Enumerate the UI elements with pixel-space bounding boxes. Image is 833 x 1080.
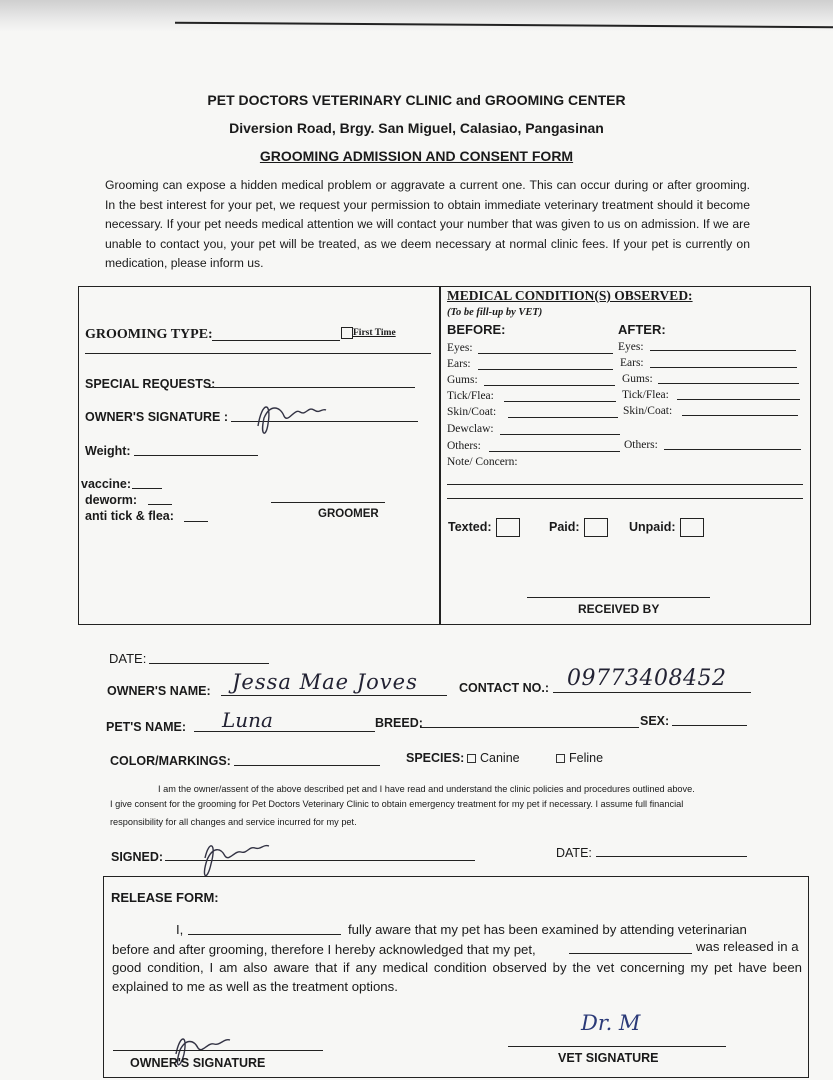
after-label: AFTER: bbox=[618, 322, 666, 337]
consent-line-2: I give consent for the grooming for Pet Doctors Veterinary Clinic to obtain emergency treatment for my pet if necessary. I assume full financial bbox=[110, 799, 684, 809]
anti-tick-line[interactable] bbox=[184, 521, 208, 522]
weight-line[interactable] bbox=[134, 455, 258, 456]
vet-signature-label: VET SIGNATURE bbox=[558, 1051, 659, 1065]
breed-line[interactable] bbox=[420, 727, 639, 728]
groomer-label: GROOMER bbox=[318, 508, 379, 520]
before-others-line[interactable] bbox=[489, 451, 620, 452]
clinic-address: Diversion Road, Brgy. San Miguel, Calasiao, Pangasinan bbox=[229, 120, 604, 136]
before-skin: Skin/Coat: bbox=[447, 406, 497, 418]
unpaid-label: Unpaid: bbox=[629, 519, 676, 534]
received-by-label: RECEIVED BY bbox=[578, 602, 660, 616]
groomer-line[interactable] bbox=[271, 502, 385, 503]
before-dewclaw: Dewclaw: bbox=[447, 423, 494, 435]
consent-date-label: DATE: bbox=[556, 846, 592, 860]
deworm-label: deworm: bbox=[85, 493, 138, 507]
after-others: Others: bbox=[624, 439, 658, 451]
canine-label: Canine bbox=[480, 751, 520, 765]
date-label: DATE: bbox=[109, 651, 147, 666]
first-time-label: First Time bbox=[353, 328, 396, 338]
canine-checkbox[interactable] bbox=[467, 754, 476, 763]
feline-label: Feline bbox=[569, 751, 604, 765]
before-ears: Ears: bbox=[447, 358, 471, 370]
before-eyes-line[interactable] bbox=[478, 353, 613, 354]
received-by-line[interactable] bbox=[527, 597, 710, 598]
release-p1: fully aware that my pet has been examined by attending veterinarian bbox=[348, 922, 747, 937]
release-p4: good condition, I am also aware that if any medical condition observed by the vet concerning my pet have been explained to me as well as the treatment options. bbox=[112, 960, 802, 994]
form-title: GROOMING ADMISSION AND CONSENT FORM bbox=[259, 148, 574, 164]
after-gums-line[interactable] bbox=[658, 383, 799, 384]
signed-label: SIGNED: bbox=[111, 850, 164, 864]
contact-line[interactable] bbox=[553, 692, 751, 693]
clinic-name: PET DOCTORS VETERINARY CLINIC and GROOMING CENTER bbox=[207, 92, 626, 108]
feline-checkbox[interactable] bbox=[556, 754, 565, 763]
release-owner-line[interactable] bbox=[113, 1050, 323, 1051]
after-skin-line[interactable] bbox=[682, 415, 798, 416]
before-ears-line[interactable] bbox=[478, 369, 613, 370]
contact-value: 09773408452 bbox=[567, 666, 727, 691]
note-line-1[interactable] bbox=[447, 484, 803, 485]
after-others-line[interactable] bbox=[664, 449, 801, 450]
release-name-line[interactable] bbox=[188, 934, 341, 935]
consent-line-1: I am the owner/assent of the above described pet and I have read and understand the clinic policies and procedures outlined above. bbox=[158, 784, 695, 794]
grooming-type-line[interactable] bbox=[212, 340, 340, 341]
note-concern: Note/ Concern: bbox=[447, 456, 518, 468]
before-others: Others: bbox=[447, 440, 481, 452]
after-ears-line[interactable] bbox=[650, 367, 797, 368]
owner-name-value: Jessa Mae Joves bbox=[232, 670, 418, 694]
vaccine-label: vaccine: bbox=[81, 477, 132, 491]
release-owner-label: OWNER'S SIGNATURE bbox=[130, 1056, 266, 1070]
vet-initials: Dr. M bbox=[581, 1011, 641, 1035]
release-title: RELEASE FORM: bbox=[111, 890, 219, 905]
owner-name-line[interactable] bbox=[221, 695, 447, 696]
canine-option[interactable] bbox=[467, 751, 520, 765]
texted-field bbox=[448, 518, 520, 537]
sex-label: SEX: bbox=[640, 714, 670, 728]
after-eyes-line[interactable] bbox=[650, 350, 796, 351]
first-time-checkbox[interactable] bbox=[341, 327, 353, 339]
note-line-2[interactable] bbox=[447, 498, 803, 499]
before-label: BEFORE: bbox=[447, 322, 506, 337]
owner-name-label: OWNER'S NAME: bbox=[107, 684, 211, 698]
paid-field bbox=[549, 518, 608, 537]
weight-label: Weight: bbox=[85, 444, 131, 458]
color-line[interactable] bbox=[234, 765, 380, 766]
before-tick-line[interactable] bbox=[504, 401, 616, 402]
color-label: COLOR/MARKINGS: bbox=[110, 754, 231, 768]
paid-label: Paid: bbox=[549, 519, 580, 534]
special-requests-line[interactable] bbox=[206, 387, 415, 388]
before-gums: Gums: bbox=[447, 374, 478, 386]
grooming-type-label: GROOMING TYPE: bbox=[85, 327, 213, 342]
unpaid-field bbox=[629, 518, 704, 537]
release-i: I, bbox=[176, 922, 184, 937]
pet-name-value: Luna bbox=[222, 708, 273, 732]
after-eyes: Eyes: bbox=[618, 341, 644, 353]
after-skin: Skin/Coat: bbox=[623, 405, 673, 417]
vaccine-line[interactable] bbox=[132, 488, 162, 489]
after-tick-line[interactable] bbox=[677, 399, 800, 400]
before-skin-line[interactable] bbox=[508, 417, 618, 418]
breed-label: BREED: bbox=[375, 716, 423, 730]
before-tick: Tick/Flea: bbox=[447, 390, 494, 402]
date-line[interactable] bbox=[149, 663, 269, 664]
consent-date-line[interactable] bbox=[596, 856, 747, 857]
before-gums-line[interactable] bbox=[484, 385, 615, 386]
after-tick: Tick/Flea: bbox=[622, 389, 669, 401]
anti-tick-label: anti tick & flea: bbox=[85, 509, 174, 523]
medical-subtitle: (To be fill-up by VET) bbox=[447, 307, 543, 318]
medical-title: MEDICAL CONDITION(S) OBSERVED: bbox=[447, 288, 693, 303]
owner-signature-scribble bbox=[250, 396, 330, 444]
intro-paragraph: Grooming can expose a hidden medical problem or aggravate a current one. This can occur during or after grooming. In the best interest for your pet, we request your permission to obtain immediate veterinary treatment should it become necessary. If your pet needs medical attention we will contact your number that was given to us on admission. If we are unable to contact you, your pet will be treated, as we deem necessary at normal clinic fees. If your pet is currently on medication, please inform us. bbox=[105, 178, 750, 271]
feline-option[interactable] bbox=[556, 751, 603, 765]
species-label: SPECIES: bbox=[406, 751, 465, 765]
after-gums: Gums: bbox=[622, 373, 653, 385]
contact-label: CONTACT NO.: bbox=[459, 681, 550, 695]
unpaid-checkbox[interactable] bbox=[680, 518, 704, 537]
before-dewclaw-line[interactable] bbox=[500, 434, 620, 435]
paid-checkbox[interactable] bbox=[584, 518, 608, 537]
deworm-line[interactable] bbox=[148, 504, 172, 505]
texted-label: Texted: bbox=[448, 519, 492, 534]
special-requests-label: SPECIAL REQUESTS: bbox=[85, 377, 216, 391]
consent-line-3: responsibility for all changes and service incurred for my pet. bbox=[110, 817, 357, 827]
release-pet-line[interactable] bbox=[569, 953, 692, 954]
owner-signature-label: OWNER'S SIGNATURE : bbox=[85, 410, 229, 424]
release-p3: was released in a bbox=[696, 939, 799, 954]
grooming-type-line-2[interactable] bbox=[85, 353, 431, 354]
sex-line[interactable] bbox=[672, 725, 747, 726]
pet-name-label: PET'S NAME: bbox=[106, 720, 187, 734]
texted-checkbox[interactable] bbox=[496, 518, 520, 537]
release-p2: before and after grooming, therefore I hereby acknowledged that my pet, bbox=[112, 942, 536, 957]
after-ears: Ears: bbox=[620, 357, 644, 369]
vet-signature-line[interactable] bbox=[508, 1046, 726, 1047]
before-eyes: Eyes: bbox=[447, 342, 473, 354]
